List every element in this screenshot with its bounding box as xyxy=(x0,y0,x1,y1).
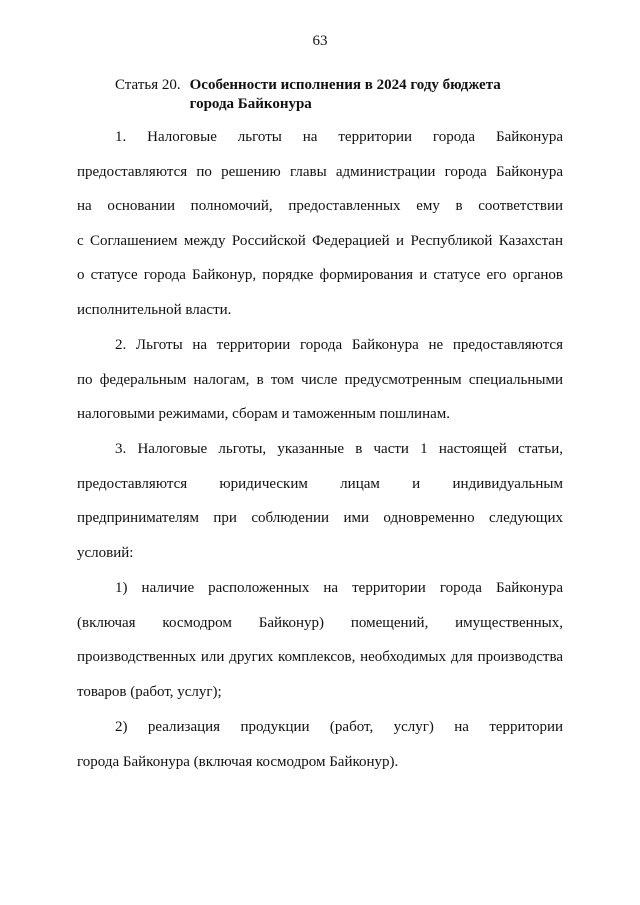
article-number: Статья 20. xyxy=(115,77,181,93)
article-title xyxy=(190,76,501,114)
text-line: города Байконура (включая космодром Байконур). xyxy=(77,753,399,770)
text-line: 2) реализация продукции (работ, услуг) на территории xyxy=(115,719,563,735)
text-line: 1. Налоговые льготы на территории города Байконура xyxy=(115,129,563,145)
text-line: предпринимателям при соблюдении ими одновременно следующих xyxy=(77,510,563,527)
text-line: (включая космодром Байконур) помещений, имущественных, xyxy=(77,614,563,631)
text-line: предоставляются по решению главы администрации города Байконура xyxy=(77,163,563,180)
text-line: предоставляются юридическим лицам и индивидуальным xyxy=(77,475,563,492)
article-title-line: Особенности исполнения в 2024 году бюджета xyxy=(189,77,501,93)
text-line: 2. Льготы на территории города Байконура не предоставляются xyxy=(115,337,563,353)
text-line: товаров (работ, услуг); xyxy=(77,683,222,700)
text-line: 1) наличие расположенных на территории города Байконура xyxy=(115,580,563,596)
text-line: условий: xyxy=(77,544,134,561)
article-heading xyxy=(115,76,501,114)
text-line: исполнительной власти. xyxy=(77,301,232,318)
condition-item-2 xyxy=(77,710,563,779)
article-title-line: города Байконура xyxy=(189,96,312,112)
text-line: 3. Налоговые льготы, указанные в части 1 настоящей статьи, xyxy=(115,441,563,457)
paragraph-1 xyxy=(77,120,563,328)
text-line: производственных или других комплексов, необходимых для производства xyxy=(77,649,563,666)
text-line: налоговыми режимами, сборам и таможенным пошлинам. xyxy=(77,406,451,423)
text-line: о статусе города Байконур, порядке формирования и статусе его органов xyxy=(77,267,563,284)
paragraph-2 xyxy=(77,328,563,432)
text-line: по федеральным налогам, в том числе предусмотренным специальными xyxy=(77,371,563,388)
text-line: на основании полномочий, предоставленных ему в соответствии xyxy=(77,198,563,215)
page-number: 63 xyxy=(312,33,328,49)
paragraph-3 xyxy=(77,432,563,570)
text-line: с Соглашением между Российской Федерацией и Республикой Казахстан xyxy=(77,232,563,249)
condition-item-1 xyxy=(77,571,563,709)
